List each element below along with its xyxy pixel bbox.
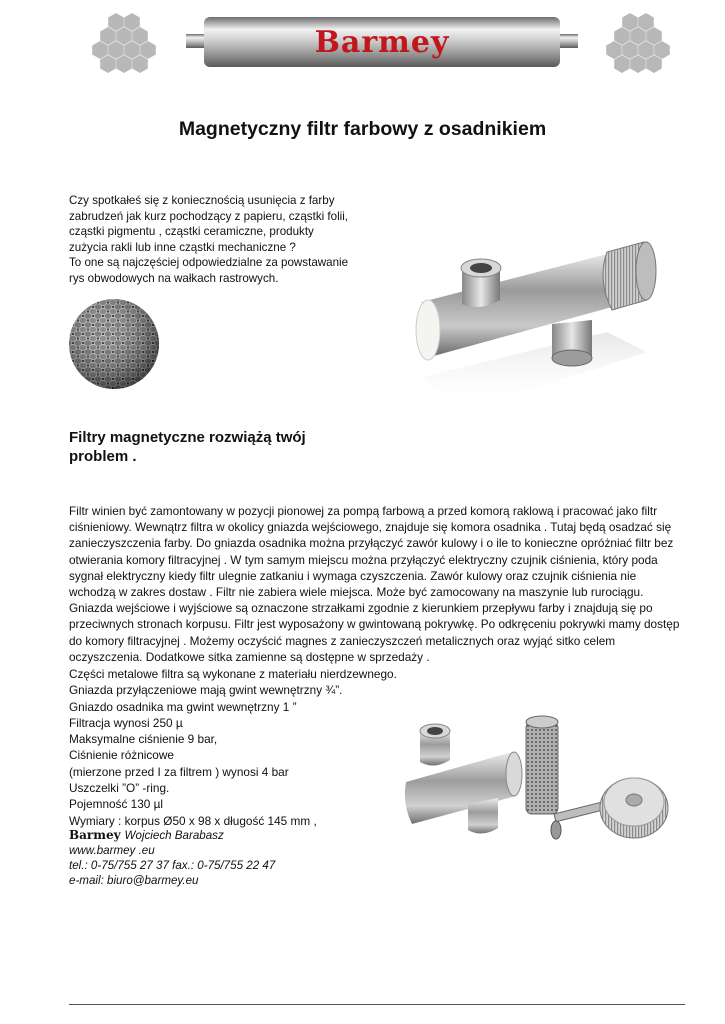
page-title: Magnetyczny filtr farbowy z osadnikiem — [178, 118, 547, 140]
intro-line: zabrudzeń jak kurz pochodzący z papieru, cząstki folii, — [69, 209, 349, 223]
intro-line: cząstki pigmentu , cząstki ceramiczne, produkty — [69, 225, 314, 239]
intro-paragraph — [69, 193, 369, 287]
spec-line: Gniazda przyłączeniowe mają gwint wewnętrzny ¾”. — [69, 683, 343, 698]
intro-line: zużycia rakli lub inne cząstki mechaniczne ? — [69, 240, 296, 254]
footer-divider — [69, 1004, 685, 1005]
contact-name-line — [69, 828, 369, 843]
filter-parts-photo — [398, 712, 680, 892]
hexagon-logo-right — [606, 12, 670, 76]
contact-block — [69, 828, 369, 888]
email-link[interactable]: e-mail: biuro@barmey.eu — [69, 874, 199, 887]
spec-line: Pojemność 130 µl — [69, 797, 164, 812]
magnetic-mesh-photo — [68, 298, 160, 390]
intro-line: To one są najczęściej odpowiedzialne za powstawanie — [69, 256, 349, 270]
hexagon-logo-left — [92, 12, 156, 76]
spec-line: Wymiary : korpus Ø50 x 98 x długość 145 mm , — [69, 813, 317, 828]
website-link[interactable]: www.barmey .eu — [69, 844, 155, 857]
header-roller-banner — [186, 16, 578, 68]
section-heading-line: problem . — [69, 448, 137, 465]
spec-line: Uszczelki ”O” -ring. — [69, 781, 170, 796]
intro-line: rys obwodowych na wałkach rastrowych. — [69, 271, 279, 285]
spec-line: Gniazdo osadnika ma gwint wewnętrzny 1 ” — [69, 699, 297, 714]
spec-line: Filtracja wynosi 250 µ — [69, 715, 183, 730]
spec-line: Maksymalne ciśnienie 9 bar, — [69, 732, 218, 747]
brand-logo-small: Barmey — [69, 828, 121, 842]
intro-line: Czy spotkałeś się z koniecznością usunięcia z farby — [69, 194, 335, 207]
phone-fax-text: tel.: 0-75/755 27 37 fax.: 0-75/755 22 47 — [69, 859, 276, 872]
spec-line: Ciśnienie różnicowe — [69, 748, 174, 763]
section-heading — [69, 428, 339, 466]
filter-body-photo — [392, 212, 674, 440]
section-heading-line: Filtry magnetyczne rozwiążą twój — [69, 429, 306, 446]
spec-line: (mierzone przed I za filtrem ) wynosi 4 bar — [69, 764, 289, 779]
spec-line: Części metalowe filtra są wykonane z materiału nierdzewnego. — [69, 667, 397, 681]
specifications-list — [69, 666, 429, 829]
description-paragraph: Filtr winien być zamontowany w pozycji pionowej za pompą farbową a przed komorą raklową i pracować jako filtr ciśnieniowy. Wewnątrz filtra w okolicy gniazda wejściowego, znajduje się komora osadnika . Tutaj będą osadzać się zanieczyszczenia farby. Do gniazda osadnika można przyłączyć zawór kulowy i o ile to konieczne opróżniać filtr bez otwierania komory filtracyjnej . W tym samym miejscu można przyłączyć elektryczny czujnik ciśnienia, który poda sygnał elektryczny kiedy filtr ulegnie zatkaniu i wymaga czyszczenia. Zawór kulowy oraz czujnik ciśnienia nie wchodzą w zakres dostaw . Filtr nie zabiera wiele miejsca. Może być zamocowany na maszynie lub rurociągu. Gniazda wejściowe i wyjściowe są oznaczone strzałkami zgodnie z kierunkiem przepływu farby i znajdują się po przeciwnych stronach korpusu. Filtr jest wyposażony w gwintowaną pokrywkę. Po odkręceniu pokrywki mamy dostęp do komory filtracyjnej . Możemy oczyścić magnes z zanieczyszczeń metalicznych oraz wyjąć sitko celem oczyszczenia. Dodatkowe sitka zamienne są dostępne w sprzedaży . — [69, 504, 680, 664]
contact-person: Wojciech Barabasz — [124, 829, 224, 842]
brand-logo-text: Barmey — [314, 24, 450, 60]
